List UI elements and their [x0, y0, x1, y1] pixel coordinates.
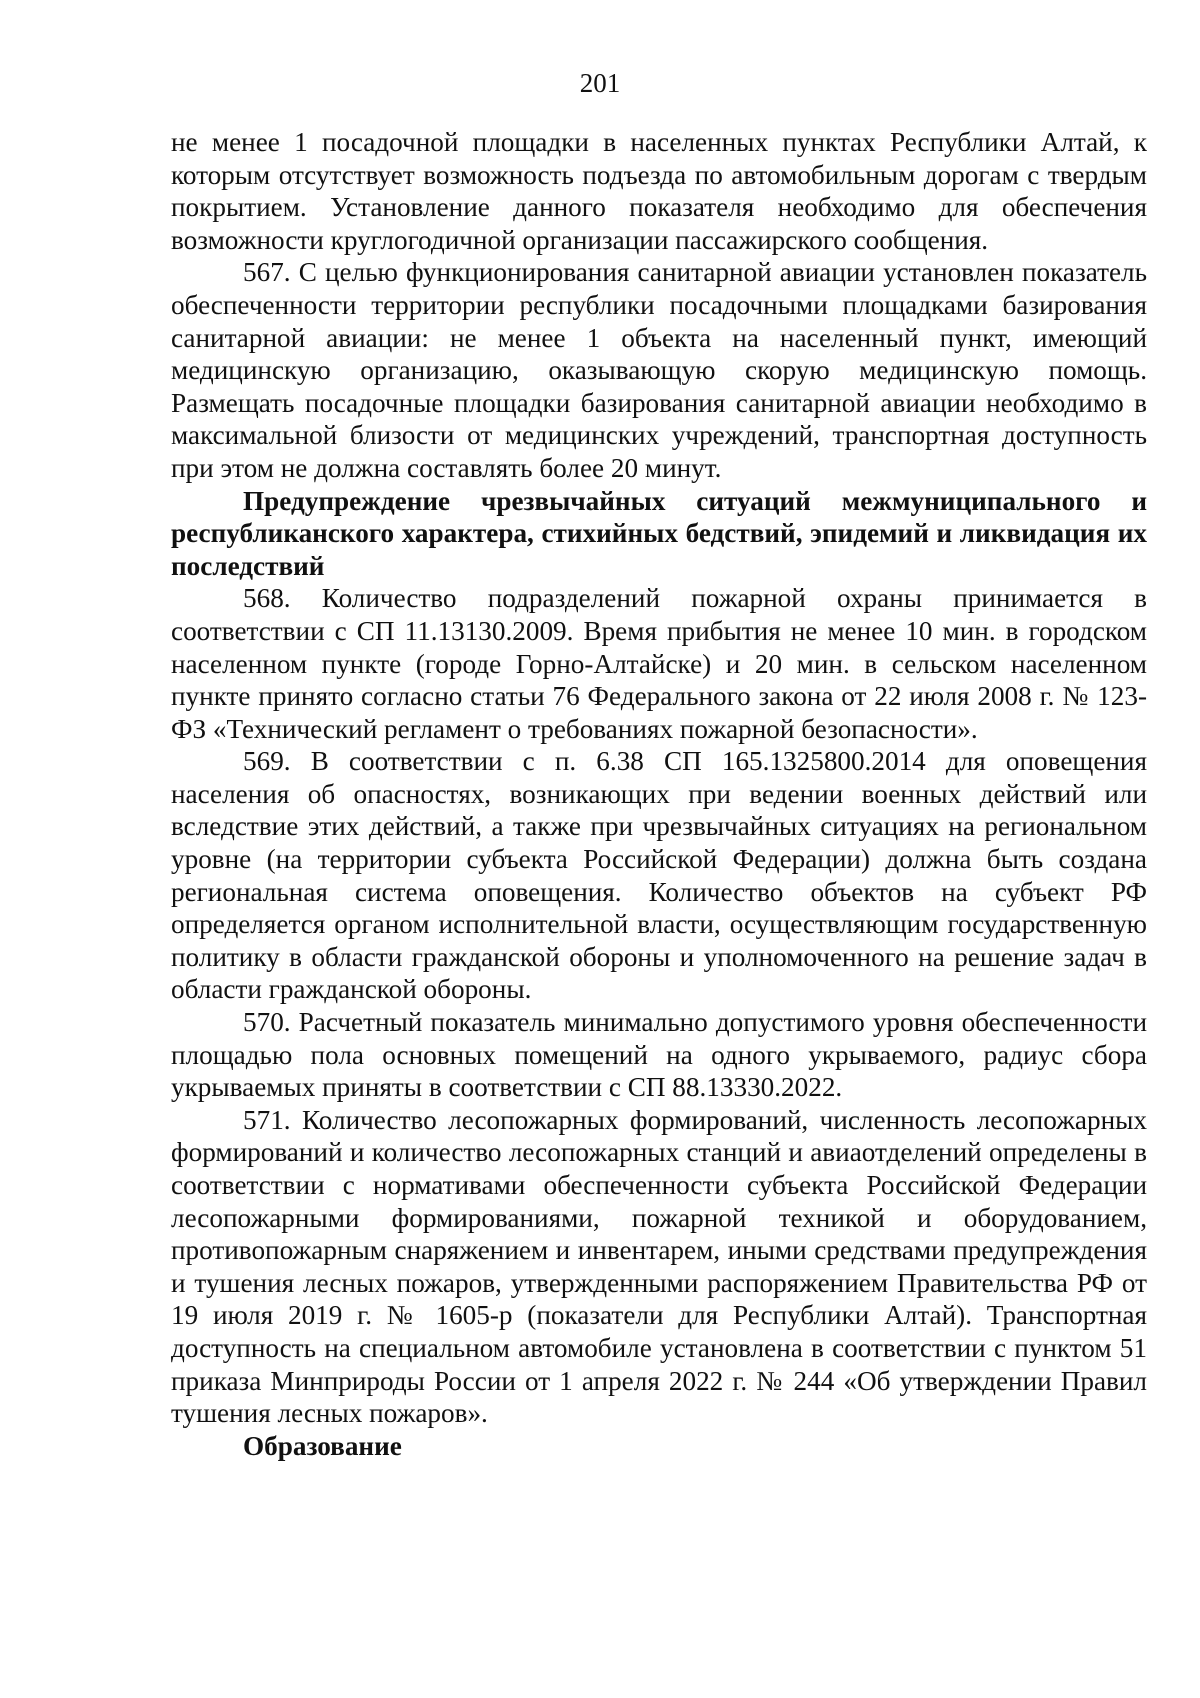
paragraph-571: 571. Количество лесопожарных формирований, численность лесопожарных формирований и количество лесопожарных станций и авиаотделений определены в соответствии с нормативами обеспеченности субъекта Российской Федерации лесопожарными формированиями, пожарной техникой и оборудованием, противопожарным снаряжением и инвентарем, иными средствами предупреждения и тушения лесных пожаров, утвержденными распоряжением Правительства РФ от 19 июля 2019 г. № 1605-р (показатели для Республики Алтай). Транспортная доступность на специальном автомобиле установлена в соответствии с пунктом 51 приказа Минприроды России от 1 апреля 2022 г. № 244 «Об утверждении Правил тушения лесных пожаров».: [171, 1104, 1147, 1429]
page-number: 201: [579, 68, 621, 98]
document-body: [171, 126, 1147, 1462]
paragraph-570: 570. Расчетный показатель минимально допустимого уровня обеспеченности площадью пола основных помещений на одного укрываемого, радиус сбора укрываемых приняты в соответствии с СП 88.13330.2022.: [171, 1007, 1147, 1103]
paragraph-continuation: не менее 1 посадочной площадки в населенных пунктах Республики Алтай, к которым отсутствует возможность подъезда по автомобильным дорогам с твердым покрытием. Установление данного показателя необходимо для обеспечения возможности круглогодичной организации пассажирского сообщения.: [171, 127, 1147, 255]
section-heading-emergencies: Предупреждение чрезвычайных ситуаций межмуниципального и республиканского характера, стихийных бедствий, эпидемий и ликвидация их последствий: [171, 485, 1147, 581]
paragraph-569: 569. В соответствии с п. 6.38 СП 165.1325800.2014 для оповещения населения об опасностях, возникающих при ведении военных действий или вследствие этих действий, а также при чрезвычайных ситуациях на региональном уровне (на территории субъекта Российской Федерации) должна быть создана региональная система оповещения. Количество объектов на субъект РФ определяется органом исполнительной власти, осуществляющим государственную политику в области гражданской обороны и уполномоченного на решение задач в области гражданской обороны.: [171, 746, 1147, 1005]
paragraph-568: 568. Количество подразделений пожарной охраны принимается в соответствии с СП 11.13130.2009. Время прибытия не менее 10 мин. в городском населенном пункте (городе Горно-Алтайске) и 20 мин. в сельском населенном пункте принято согласно статьи 76 Федерального закона от 22 июля 2008 г. № 123-ФЗ «Технический регламент о требованиях пожарной безопасности».: [171, 583, 1147, 744]
paragraph-567: 567. С целью функционирования санитарной авиации установлен показатель обеспеченности территории республики посадочными площадками базирования санитарной авиации: не менее 1 объекта на населенный пункт, имеющий медицинскую организацию, оказывающую скорую медицинскую помощь. Размещать посадочные площадки базирования санитарной авиации необходимо в максимальной близости от медицинских учреждений, транспортная доступность при этом не должна составлять более 20 минут.: [171, 257, 1147, 483]
section-heading-education: Образование: [243, 1430, 402, 1461]
